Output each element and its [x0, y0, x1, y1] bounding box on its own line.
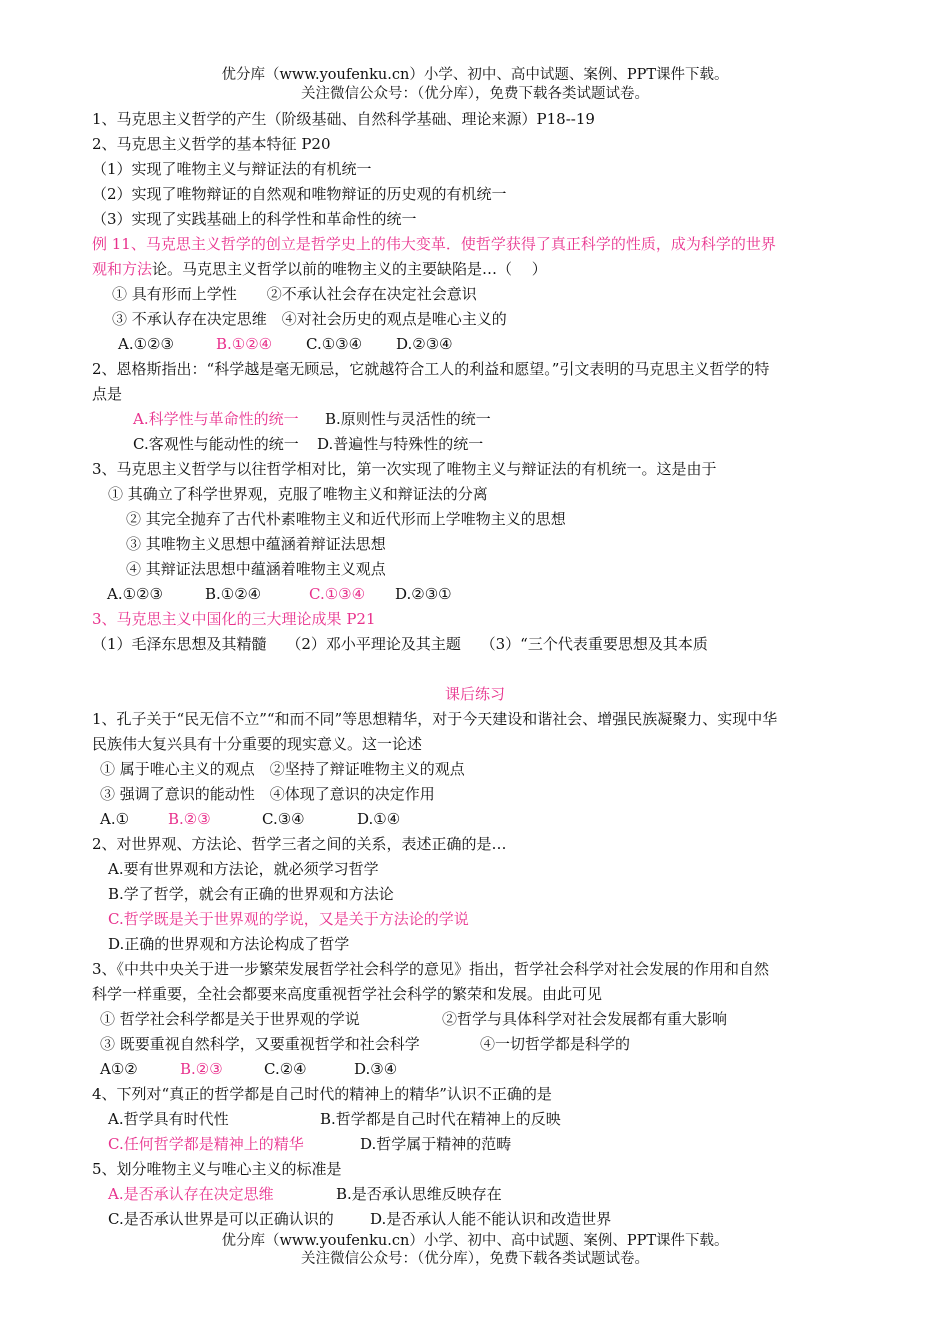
question-3-option-3: ③ 其唯物主义思想中蕴涵着辩证法思想 [126, 535, 386, 553]
choice-c: C.①③④ [306, 335, 363, 353]
practice-q3-choices [100, 1059, 397, 1079]
choice-b: B.学了哲学，就会有正确的世界观和方法论 [108, 885, 394, 903]
footer-line-1: 优分库（www.youfenku.cn）小学、初中、高中试题、案例、PPT课件下载。 [221, 1233, 729, 1249]
question-3-option-1: ① 其确立了科学世界观，克服了唯物主义和辩证法的分离 [108, 485, 488, 503]
option-4: ④一切哲学都是科学的 [480, 1035, 631, 1053]
knowledge-point-3-items: （1）毛泽东思想及其精髓 （2）邓小平理论及其主题 （3）“三个代表重要思想及其本质 [92, 635, 708, 653]
example-11-rest: 论。马克思主义哲学以前的唯物主义的主要缺陷是…（ ） [152, 260, 547, 278]
knowledge-point-1: 1、马克思主义哲学的产生（阶级基础、自然科学基础、理论来源）P18--19 [92, 110, 595, 128]
choice-a-answer: A.是否承认存在决定思维 [108, 1185, 274, 1203]
option-3: ③ 既要重视自然科学，又要重视哲学和社会科学 [100, 1035, 420, 1053]
choice-d: D.①④ [357, 810, 401, 828]
choice-c-answer: C.①③④ [309, 585, 366, 603]
choice-a: A.哲学具有时代性 [108, 1110, 229, 1128]
footer-line-2: 关注微信公众号：（优分库），免费下载各类试题试卷。 [301, 1251, 649, 1267]
choice-d: D.哲学属于精神的范畴 [360, 1135, 512, 1153]
question-3-stem: 3、马克思主义哲学与以往哲学相对比，第一次实现了唯物主义与辩证法的有机统一。这是由于 [92, 460, 717, 478]
practice-q5-choices-cd [108, 1209, 611, 1229]
choice-d: D.是否承认人能不能认识和改造世界 [370, 1210, 612, 1228]
choice-c: C.客观性与能动性的统一 [133, 435, 299, 453]
choice-a: A①② [100, 1060, 138, 1078]
option-2: ②哲学与具体科学对社会发展都有重大影响 [442, 1010, 728, 1028]
choice-d: D.②③① [395, 585, 452, 603]
engels-choices-cd [133, 434, 483, 454]
knowledge-point-2-item-3: （3）实现了实践基础上的科学性和革命性的统一 [92, 210, 417, 228]
question-3-option-4: ④ 其辩证法思想中蕴涵着唯物主义观点 [126, 560, 386, 578]
engels-question-line-2: 点是 [92, 385, 123, 403]
choice-d: D.②③④ [396, 335, 453, 353]
question-3-option-2: ② 其完全抛弃了古代朴素唯物主义和近代形而上学唯物主义的思想 [126, 510, 566, 528]
choice-b: B.是否承认思维反映存在 [336, 1185, 502, 1203]
knowledge-point-3-title: 3、马克思主义中国化的三大理论成果 P21 [92, 610, 376, 628]
practice-q3-options-2 [100, 1034, 630, 1054]
choice-b: B.哲学都是自己时代在精神上的反映 [320, 1110, 561, 1128]
choice-a: A.①②③ [107, 585, 163, 603]
choice-b-answer: B.①②④ [216, 335, 273, 353]
practice-q3-line-1: 3、《中共中央关于进一步繁荣发展哲学社会科学的意见》指出，哲学社会科学对社会发展的作用和自然 [92, 960, 770, 978]
choice-b: B.原则性与灵活性的统一 [325, 410, 491, 428]
choice-a: A.① [100, 810, 130, 828]
choice-a-answer: A.科学性与革命性的统一 [133, 410, 299, 428]
example-11-line-2 [92, 259, 547, 279]
engels-question-line-1: 2、恩格斯指出：“科学越是毫无顾忌，它就越符合工人的利益和愿望。”引文表明的马克思主义哲学的特 [92, 360, 770, 378]
choice-b: B.①②④ [205, 585, 262, 603]
choice-b-answer: B.②③ [168, 810, 211, 828]
example-11-choices [118, 334, 453, 354]
choice-a: A.①②③ [118, 335, 174, 353]
knowledge-point-2-item-2: （2）实现了唯物辩证的自然观和唯物辩证的历史观的有机统一 [92, 185, 507, 203]
practice-q1-options-1: ① 属于唯心主义的观点 ②坚持了辩证唯物主义的观点 [100, 760, 465, 778]
practice-q1-line-2: 民族伟大复兴具有十分重要的现实意义。这一论述 [92, 735, 423, 753]
practice-q5-choices-ab [108, 1184, 502, 1204]
practice-q5-stem: 5、划分唯物主义与唯心主义的标准是 [92, 1160, 342, 1178]
header-line-2: 关注微信公众号：（优分库），免费下载各类试题试卷。 [301, 86, 649, 102]
practice-q1-choices [100, 809, 400, 829]
practice-q1-line-1: 1、孔子关于“民无信不立”“和而不同”等思想精华，对于今天建设和谐社会、增强民族凝聚力、实现中华 [92, 710, 778, 728]
example-11-options-2: ③ 不承认存在决定思维 ④对社会历史的观点是唯心主义的 [112, 310, 507, 328]
practice-q4-choices-ab [108, 1109, 561, 1129]
choice-c: C.是否承认世界是可以正确认识的 [108, 1210, 334, 1228]
example-11-options-1: ① 具有形而上学性 ②不承认社会存在决定社会意识 [112, 285, 477, 303]
question-3-choices [107, 584, 452, 604]
practice-q3-line-2: 科学一样重要，全社会都要来高度重视哲学社会科学的繁荣和发展。由此可见 [92, 985, 603, 1003]
choice-c-answer: C.哲学既是关于世界观的学说，又是关于方法论的学说 [108, 910, 469, 928]
practice-q2-stem: 2、对世界观、方法论、哲学三者之间的关系，表述正确的是… [92, 835, 507, 853]
option-1: ① 哲学社会科学都是关于世界观的学说 [100, 1010, 360, 1028]
practice-q4-stem: 4、下列对“真正的哲学都是自己时代的精神上的精华”认识不正确的是 [92, 1085, 552, 1103]
choice-c: C.②④ [264, 1060, 307, 1078]
knowledge-point-2-item-1: （1）实现了唯物主义与辩证法的有机统一 [92, 160, 372, 178]
example-11-line-1: 例 11、马克思主义哲学的创立是哲学史上的伟大变革．使哲学获得了真正科学的性质，成为科学的世界 [92, 235, 776, 253]
choice-a: A.要有世界观和方法论，就必须学习哲学 [108, 860, 379, 878]
engels-choices-ab [133, 409, 491, 429]
choice-c: C.③④ [262, 810, 305, 828]
choice-d: D.正确的世界观和方法论构成了哲学 [108, 935, 350, 953]
choice-d: D.③④ [354, 1060, 398, 1078]
example-11-highlight: 观和方法 [92, 260, 153, 278]
practice-title: 课后练习 [444, 685, 505, 703]
choice-b-answer: B.②③ [180, 1060, 223, 1078]
practice-q3-options-1 [100, 1009, 727, 1029]
knowledge-point-2: 2、马克思主义哲学的基本特征 P20 [92, 135, 331, 153]
choice-d: D.普遍性与特殊性的统一 [317, 435, 484, 453]
header-line-1: 优分库（www.youfenku.cn）小学、初中、高中试题、案例、PPT课件下载。 [221, 67, 729, 83]
practice-q4-choices-cd [108, 1134, 511, 1154]
choice-c-answer: C.任何哲学都是精神上的精华 [108, 1135, 304, 1153]
practice-q1-options-2: ③ 强调了意识的能动性 ④体现了意识的决定作用 [100, 785, 435, 803]
